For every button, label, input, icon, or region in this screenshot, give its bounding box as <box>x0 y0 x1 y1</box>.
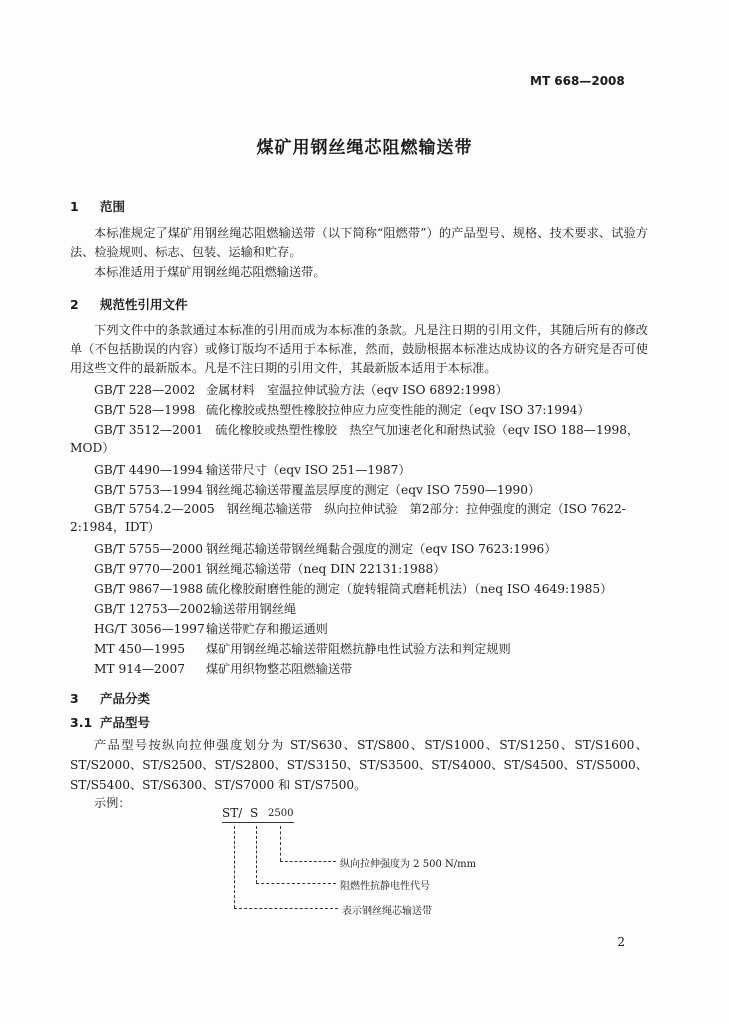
ref-text: 煤矿用钢丝绳芯输送带阻燃抗静电性试验方法和判定规则 <box>206 642 511 656</box>
ref-code: GB/T 12753—2002 <box>94 602 211 616</box>
section-1-heading <box>70 197 125 215</box>
section-3-1-number: 3.1 <box>70 715 93 730</box>
ref-item <box>94 640 511 657</box>
section-3-title: 产品分类 <box>100 691 151 706</box>
diagram-leader-belt <box>234 908 338 909</box>
page-number: 2 <box>617 935 625 949</box>
section-3-number: 3 <box>70 691 79 706</box>
ref-item <box>94 401 590 418</box>
ref-code: GB/T 4490—1994 <box>94 463 204 477</box>
ref-text: 金属材料 室温拉伸试验方法（eqv ISO 6892:1998） <box>206 383 508 397</box>
ref-text: 钢丝绳芯输送带钢丝绳黏合强度的测定（eqv ISO 7623:1996） <box>206 542 557 556</box>
ref-text: 输送带贮存和搬运通则 <box>206 622 328 636</box>
section-3-heading <box>70 689 150 707</box>
diagram-leader-belt-vertical <box>234 826 235 908</box>
ref-code: GB/T 228—2002 <box>94 383 196 397</box>
diagram-underline <box>222 822 294 823</box>
ref-text: 硫化橡胶或热塑性橡胶拉伸应力应变性能的测定（eqv ISO 37:1994） <box>206 403 590 417</box>
ref-text: 煤矿用织物整芯阻燃输送带 <box>206 662 353 676</box>
diagram-part-s: S <box>250 806 259 820</box>
diagram-label-code: 阻燃性抗静电性代号 <box>340 881 430 892</box>
ref-item <box>70 500 648 536</box>
ref-item <box>94 560 445 577</box>
section-2-number: 2 <box>70 297 79 312</box>
ref-code: HG/T 3056—1997 <box>94 622 205 636</box>
ref-text: 钢丝绳芯输送带 纵向拉伸试验 第2部分：拉伸强度的测定（ISO 7622-2:1984，IDT） <box>70 502 626 534</box>
diagram-leader-code <box>256 883 336 884</box>
section-2-intro: 下列文件中的条款通过本标准的引用而成为本标准的条款。凡是注日期的引用文件，其随后所有的修改单（不包括勘误的内容）或修订版均不适用于本标准，然而，鼓励根据本标准达成协议的各方研究是否可使用这些文件的最新版本。凡是不注日期的引用文件，其最新版本适用于本标准。 <box>70 323 648 375</box>
ref-text: 钢丝绳芯输送带（neq DIN 22131:1988） <box>206 562 446 576</box>
diagram-leader-strength <box>280 861 336 862</box>
diagram-label-belt: 表示钢丝绳芯输送带 <box>342 906 432 917</box>
ref-code: GB/T 9770—2001 <box>94 562 204 576</box>
example-label: 示例： <box>94 796 131 810</box>
standard-code: MT 668—2008 <box>530 74 625 88</box>
ref-text: 输送带用钢丝绳 <box>210 602 297 616</box>
ref-item <box>94 381 508 398</box>
ref-item <box>94 461 411 478</box>
ref-code: GB/T 3512—2001 <box>94 423 204 437</box>
ref-code: GB/T 528—1998 <box>94 403 196 417</box>
ref-text: 输送带尺寸（eqv ISO 251—1987） <box>206 463 411 477</box>
document-title: 煤矿用钢丝绳芯阻燃输送带 <box>256 138 473 158</box>
ref-text: 钢丝绳芯输送带覆盖层厚度的测定（eqv ISO 7590—1990） <box>206 483 541 497</box>
ref-text: 硫化橡胶耐磨性能的测定（旋转辊筒式磨耗机法）（neq ISO 4649:1985） <box>206 582 613 596</box>
section-3-1-title: 产品型号 <box>100 715 151 730</box>
ref-item <box>94 660 352 677</box>
diagram-part-st: ST/ <box>222 806 243 820</box>
ref-item <box>70 421 648 457</box>
section-3-1-paragraph: 产品型号按纵向拉伸强度划分为 ST/S630、ST/S800、ST/S1000、ST/S1250、ST/S1600、ST/S2000、ST/S2500、ST/S2800、ST/S3150、ST/S3500、ST/S4000、ST/S4500、ST/S5000、ST/S5400、ST/S6300、ST/S7000 和 ST/S7500。 <box>70 738 648 792</box>
ref-code: GB/T 9867—1988 <box>94 582 204 596</box>
diagram-part-number: 2500 <box>268 808 294 819</box>
ref-code: MT 914—2007 <box>94 662 185 676</box>
ref-item <box>94 580 612 597</box>
section-2-title: 规范性引用文件 <box>100 297 188 312</box>
diagram-leader-code-vertical <box>256 826 257 883</box>
section-1-paragraph-1: 本标准规定了煤矿用钢丝绳芯阻燃输送带（以下简称“阻燃带”）的产品型号、规格、技术要求、试验方法、检验规则、标志、包装、运输和贮存。 <box>70 226 648 259</box>
diagram-leader-strength-vertical <box>280 826 281 861</box>
ref-code: GB/T 5753—1994 <box>94 483 204 497</box>
ref-code: MT 450—1995 <box>94 642 185 656</box>
section-2-heading <box>70 295 188 313</box>
section-1-title: 范围 <box>100 199 126 214</box>
diagram-label-strength: 纵向拉伸强度为 2 500 N/mm <box>340 859 477 870</box>
ref-text: 硫化橡胶或热塑性橡胶 热空气加速老化和耐热试验（eqv ISO 188—1998，MOD） <box>70 423 640 455</box>
ref-item <box>94 540 557 557</box>
ref-code: GB/T 5754.2—2005 <box>94 502 215 516</box>
section-3-1-heading <box>70 713 150 731</box>
section-1-number: 1 <box>70 199 79 214</box>
ref-item <box>94 600 296 617</box>
ref-code: GB/T 5755—2000 <box>94 542 204 556</box>
ref-item <box>94 620 328 637</box>
section-1-paragraph-2: 本标准适用于煤矿用钢丝绳芯阻燃输送带。 <box>94 265 326 279</box>
ref-item <box>94 481 540 498</box>
